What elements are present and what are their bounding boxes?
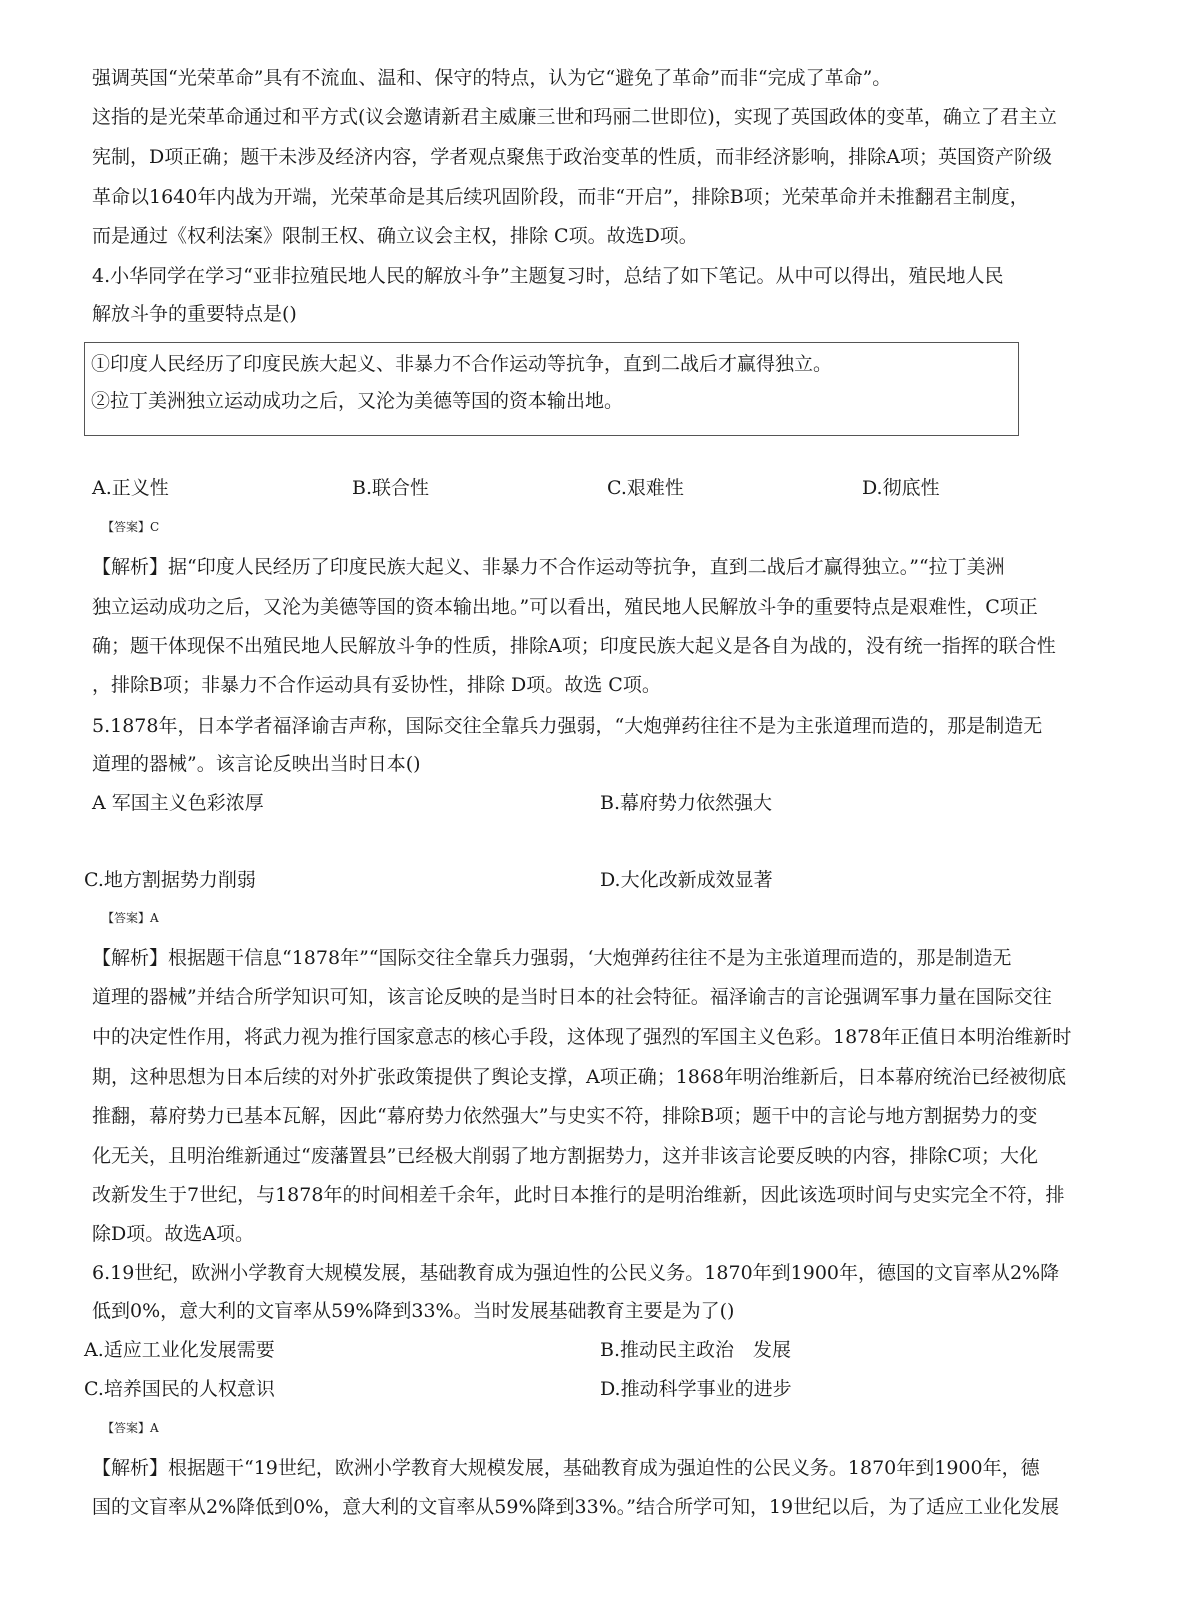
analysis-line: 而是通过《权利法案》限制王权、确立议会主权，排除 C项。故选D项。 (92, 225, 698, 247)
question-5-stem: 道理的器械”。该言论反映出当时日本() (92, 753, 421, 775)
q6-option-c: C.培养国民的人权意识 (84, 1378, 275, 1400)
q4-answer: 【答案】C (102, 520, 160, 534)
q5-option-a: A 军国主义色彩浓厚 (92, 792, 264, 814)
q6-analysis-line: 国的文盲率从2%降低到0%，意大利的文盲率从59%降到33%。”结合所学可知，19世纪以后，为了适应工业化发展 (92, 1496, 1060, 1518)
q6-option-a: A.适应工业化发展需要 (84, 1339, 275, 1361)
q4-option-d: D.彻底性 (862, 477, 940, 499)
q5-answer: 【答案】A (102, 911, 159, 925)
q4-analysis-line: 独立运动成功之后，又沦为美德等国的资本输出地。”可以看出，殖民地人民解放斗争的重要特点是艰难性，C项正 (92, 596, 1038, 618)
q6-option-b: B.推动民主政治 发展 (600, 1339, 792, 1361)
q4-option-b: B.联合性 (352, 477, 430, 499)
q5-analysis-line: 道理的器械”并结合所学知识可知，该言论反映的是当时日本的社会特征。福泽谕吉的言论强调军事力量在国际交往 (92, 986, 1052, 1008)
q5-option-b: B.幕府势力依然强大 (600, 792, 773, 814)
analysis-line: 宪制，D项正确；题干未涉及经济内容，学者观点聚焦于政治变革的性质，而非经济影响，排除A项；英国资产阶级 (92, 146, 1052, 168)
q5-analysis-line: 改新发生于7世纪，与1878年的时间相差千余年，此时日本推行的是明治维新，因此该选项时间与史实完全不符，排 (92, 1184, 1065, 1206)
analysis-line: 革命以1640年内战为开端，光荣革命是其后续巩固阶段，而非“开启”，排除B项；光荣革命并未推翻君主制度， (92, 186, 1029, 208)
question-4-stem: 4.小华同学在学习“亚非拉殖民地人民的解放斗争”主题复习时，总结了如下笔记。从中可以得出，殖民地人民 (92, 265, 1004, 287)
q4-option-a: A.正义性 (92, 477, 169, 499)
q6-option-d: D.推动科学事业的进步 (600, 1378, 792, 1400)
q5-analysis-line: 【解析】根据题干信息“1878年”“国际交往全靠兵力强弱，‘大炮弹药往往不是为主张道理而造的，那是制造无 (92, 947, 1012, 969)
q5-analysis-line: 推翻，幕府势力已基本瓦解，因此“幕府势力依然强大”与史实不符，排除B项；题干中的言论与地方割据势力的变 (92, 1105, 1038, 1127)
question-6-stem: 6.19世纪，欧洲小学教育大规模发展，基础教育成为强迫性的公民义务。1870年到1900年，德国的文盲率从2%降 (92, 1262, 1060, 1284)
q5-analysis-line: 期，这种思想为日本后续的对外扩张政策提供了舆论支撑，A项正确；1868年明治维新后，日本幕府统治已经被彻底 (92, 1066, 1067, 1088)
q5-analysis-line: 除D项。故选A项。 (92, 1223, 254, 1245)
q5-analysis-line: 化无关，且明治维新通过“废藩置县”已经极大削弱了地方割据势力，这并非该言论要反映的内容，排除C项；大化 (92, 1145, 1038, 1167)
q4-option-c: C.艰难性 (607, 477, 684, 499)
q4-analysis-line: ，排除B项；非暴力不合作运动具有妥协性，排除 D项。故选 C项。 (92, 674, 661, 696)
q6-analysis-line: 【解析】根据题干“19世纪，欧洲小学教育大规模发展，基础教育成为强迫性的公民义务。1870年到1900年，德 (92, 1457, 1040, 1479)
q5-option-c: C.地方割据势力削弱 (84, 869, 256, 891)
analysis-line: 强调英国“光荣革命”具有不流血、温和、保守的特点，认为它“避免了革命”而非“完成了革命”。 (92, 67, 892, 89)
notes-box (84, 342, 1019, 436)
q5-analysis-line: 中的决定性作用，将武力视为推行国家意志的核心手段，这体现了强烈的军国主义色彩。1878年正值日本明治维新时 (92, 1026, 1072, 1048)
q4-analysis-line: 确；题干体现保不出殖民地人民解放斗争的性质，排除A项；印度民族大起义是各自为战的，没有统一指挥的联合性 (92, 635, 1056, 657)
notes-item: ①印度人民经历了印度民族大起义、非暴力不合作运动等抗争，直到二战后才赢得独立。 (91, 353, 833, 375)
analysis-line: 这指的是光荣革命通过和平方式(议会邀请新君主威廉三世和玛丽二世即位)，实现了英国政体的变革，确立了君主立 (92, 106, 1057, 128)
q4-analysis-line: 【解析】据“印度人民经历了印度民族大起义、非暴力不合作运动等抗争，直到二战后才赢得独立。”“拉丁美洲 (92, 556, 1005, 578)
q6-answer: 【答案】A (102, 1421, 159, 1435)
notes-item: ②拉丁美洲独立运动成功之后，又沦为美德等国的资本输出地。 (91, 390, 624, 412)
question-6-stem: 低到0%，意大利的文盲率从59%降到33%。当时发展基础教育主要是为了() (92, 1300, 735, 1322)
question-5-stem: 5.1878年，日本学者福泽谕吉声称，国际交往全靠兵力强弱，“大炮弹药往往不是为主张道理而造的，那是制造无 (92, 715, 1043, 737)
question-4-stem: 解放斗争的重要特点是() (92, 303, 297, 325)
q5-option-d: D.大化改新成效显著 (600, 869, 773, 891)
